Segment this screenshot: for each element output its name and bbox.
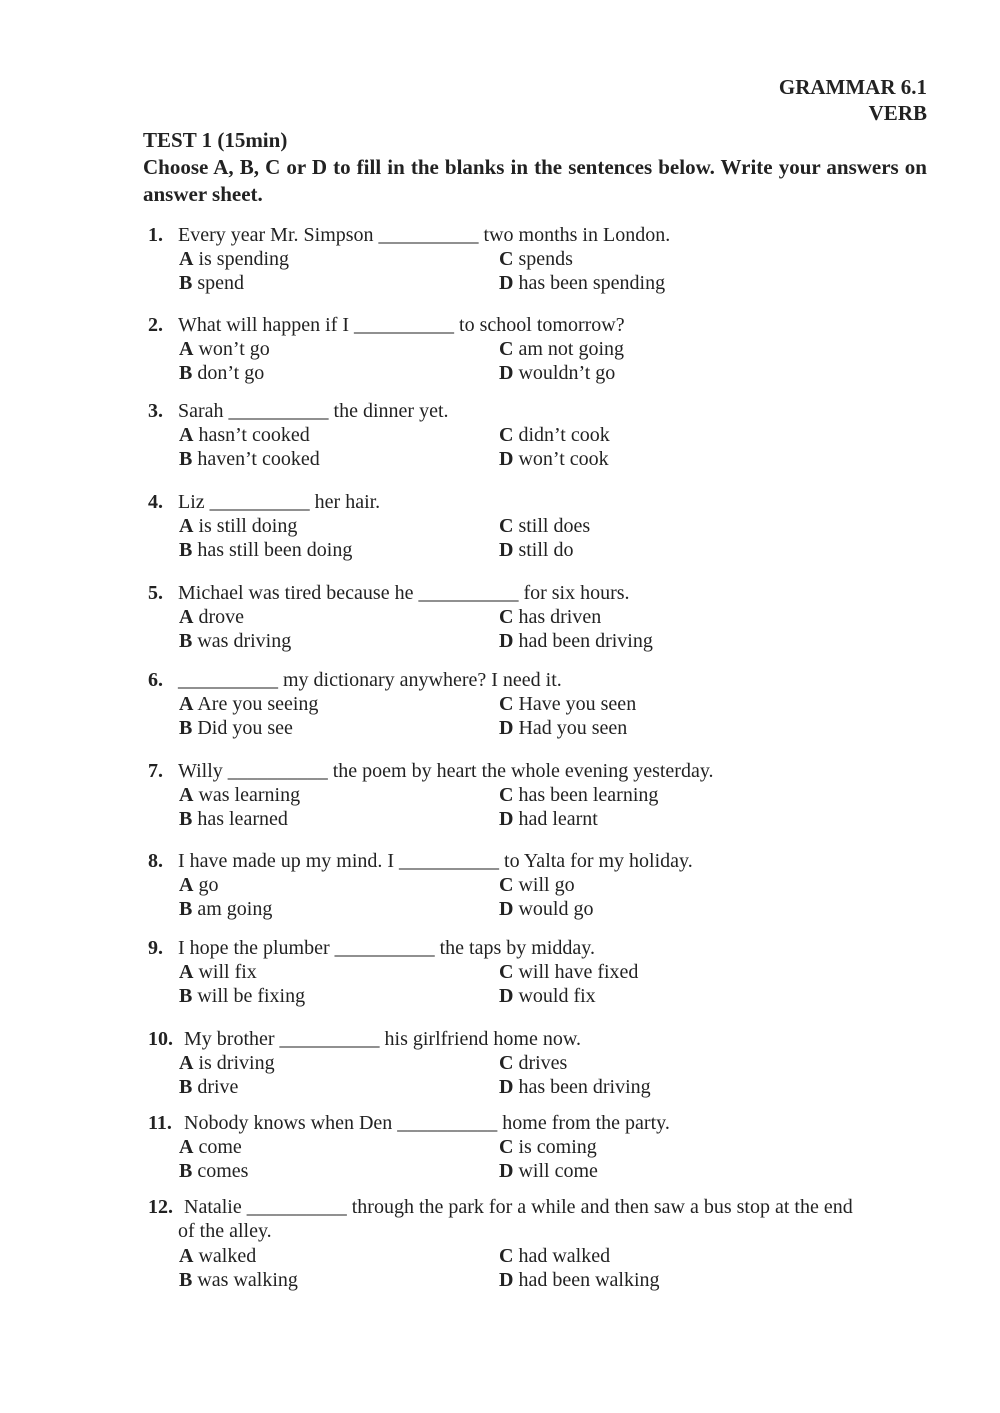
option-b bbox=[179, 1268, 298, 1292]
option-text: still do bbox=[518, 539, 574, 561]
option-c bbox=[499, 1135, 597, 1159]
question-text: Liz __________ her hair. bbox=[178, 491, 381, 513]
option-letter: A bbox=[179, 693, 194, 715]
option-row bbox=[148, 629, 938, 651]
question-text: Willy __________ the poem by heart the whole evening yesterday. bbox=[178, 760, 714, 782]
option-text: come bbox=[198, 1136, 242, 1158]
question-line bbox=[148, 399, 938, 423]
option-letter: D bbox=[499, 448, 514, 470]
question-number: 2. bbox=[148, 314, 163, 336]
option-text: was driving bbox=[197, 630, 292, 652]
option-text: was walking bbox=[197, 1269, 298, 1291]
option-d bbox=[499, 1159, 598, 1183]
option-b bbox=[179, 984, 305, 1008]
option-text: drove bbox=[198, 606, 244, 628]
option-letter: D bbox=[499, 808, 514, 830]
option-letter: D bbox=[499, 1076, 514, 1098]
option-a bbox=[179, 960, 257, 984]
option-row bbox=[148, 514, 938, 538]
option-d bbox=[499, 984, 596, 1008]
question-item bbox=[148, 759, 938, 832]
question-text: Sarah __________ the dinner yet. bbox=[178, 400, 449, 422]
option-letter: D bbox=[499, 272, 514, 294]
option-letter: D bbox=[499, 985, 514, 1007]
option-d bbox=[499, 629, 653, 653]
option-text: didn’t cook bbox=[518, 424, 610, 446]
option-letter: C bbox=[499, 1052, 514, 1074]
option-letter: B bbox=[179, 1076, 193, 1098]
option-row bbox=[148, 1159, 938, 1182]
option-b bbox=[179, 1075, 238, 1099]
question-number: 1. bbox=[148, 224, 163, 246]
question-number: 8. bbox=[148, 850, 163, 872]
option-text: is spending bbox=[198, 248, 290, 270]
option-a bbox=[179, 1051, 275, 1075]
option-letter: A bbox=[179, 248, 194, 270]
question-number: 12. bbox=[148, 1196, 173, 1218]
question-text: What will happen if I __________ to school tomorrow? bbox=[178, 314, 625, 336]
option-letter: A bbox=[179, 606, 194, 628]
option-letter: D bbox=[499, 630, 514, 652]
option-text: don’t go bbox=[197, 362, 265, 384]
option-a bbox=[179, 1135, 242, 1159]
option-c bbox=[499, 247, 573, 271]
question-item bbox=[148, 668, 938, 741]
question-line bbox=[148, 936, 938, 960]
question-number: 6. bbox=[148, 669, 163, 691]
option-text: walked bbox=[198, 1245, 257, 1267]
option-text: would fix bbox=[518, 985, 596, 1007]
option-row bbox=[148, 447, 938, 471]
option-row bbox=[148, 960, 938, 984]
option-c bbox=[499, 423, 610, 447]
header-title: GRAMMAR 6.1 bbox=[778, 75, 927, 99]
option-a bbox=[179, 514, 297, 538]
question-line bbox=[148, 759, 938, 783]
question-item bbox=[148, 849, 938, 920]
option-a bbox=[179, 337, 270, 361]
option-letter: B bbox=[179, 272, 193, 294]
option-text: spends bbox=[518, 248, 573, 270]
option-letter: D bbox=[499, 1160, 514, 1182]
question-text-continued: of the alley. bbox=[178, 1220, 272, 1242]
option-d bbox=[499, 271, 665, 295]
option-text: has still been doing bbox=[197, 539, 353, 561]
option-letter: C bbox=[499, 606, 514, 628]
option-d bbox=[499, 447, 609, 471]
option-text: am not going bbox=[518, 338, 624, 360]
option-row bbox=[148, 984, 938, 1008]
option-letter: B bbox=[179, 362, 193, 384]
option-a bbox=[179, 605, 244, 629]
option-letter: A bbox=[179, 874, 194, 896]
option-text: Are you seeing bbox=[197, 693, 319, 715]
option-letter: B bbox=[179, 1160, 193, 1182]
option-letter: C bbox=[499, 961, 514, 983]
option-c bbox=[499, 960, 638, 984]
option-letter: A bbox=[179, 1052, 194, 1074]
option-letter: B bbox=[179, 717, 193, 739]
option-c bbox=[499, 873, 575, 897]
option-row bbox=[148, 897, 938, 920]
option-text: wouldn’t go bbox=[518, 362, 616, 384]
question-number: 9. bbox=[148, 937, 163, 959]
option-text: will come bbox=[518, 1160, 598, 1182]
option-b bbox=[179, 447, 320, 471]
question-text: I have made up my mind. I __________ to Yalta for my holiday. bbox=[178, 850, 693, 872]
question-line bbox=[148, 849, 938, 873]
option-row bbox=[148, 538, 938, 563]
question-item bbox=[148, 313, 938, 384]
question-number: 4. bbox=[148, 491, 163, 513]
option-letter: A bbox=[179, 1245, 194, 1267]
option-text: Did you see bbox=[197, 717, 293, 739]
question-item bbox=[148, 581, 938, 651]
option-row bbox=[148, 716, 938, 741]
question-line bbox=[148, 1195, 938, 1219]
option-text: had been driving bbox=[518, 630, 653, 652]
option-a bbox=[179, 423, 310, 447]
option-text: haven’t cooked bbox=[197, 448, 320, 470]
option-a bbox=[179, 873, 218, 897]
option-row bbox=[148, 1051, 938, 1075]
option-letter: A bbox=[179, 1136, 194, 1158]
option-a bbox=[179, 692, 318, 716]
option-letter: D bbox=[499, 539, 514, 561]
option-text: is still doing bbox=[198, 515, 298, 537]
option-letter: B bbox=[179, 630, 193, 652]
option-row bbox=[148, 807, 938, 832]
option-b bbox=[179, 538, 352, 562]
option-d bbox=[499, 361, 615, 385]
question-line bbox=[148, 223, 938, 247]
option-letter: D bbox=[499, 717, 514, 739]
question-number: 5. bbox=[148, 582, 163, 604]
option-letter: D bbox=[499, 1269, 514, 1291]
header-block bbox=[779, 74, 927, 126]
question-number: 10. bbox=[148, 1028, 173, 1050]
question-line bbox=[148, 1027, 938, 1051]
option-letter: B bbox=[179, 539, 193, 561]
question-item bbox=[148, 1027, 938, 1098]
option-d bbox=[499, 1075, 651, 1099]
option-letter: B bbox=[179, 808, 193, 830]
question-text: __________ my dictionary anywhere? I need it. bbox=[178, 669, 562, 691]
option-text: is driving bbox=[198, 1052, 275, 1074]
option-row bbox=[148, 1075, 938, 1098]
question-number: 11. bbox=[148, 1112, 172, 1134]
option-text: drives bbox=[518, 1052, 568, 1074]
option-d bbox=[499, 897, 593, 921]
option-d bbox=[499, 1268, 660, 1292]
option-text: will fix bbox=[198, 961, 257, 983]
option-text: hasn’t cooked bbox=[198, 424, 310, 446]
option-text: had learnt bbox=[518, 808, 598, 830]
question-item bbox=[148, 490, 938, 563]
question-item bbox=[148, 936, 938, 1008]
option-row bbox=[148, 361, 938, 384]
test-title: TEST 1 (15min) bbox=[143, 128, 288, 152]
header-subtitle: VERB bbox=[868, 101, 927, 125]
option-text: am going bbox=[197, 898, 273, 920]
option-letter: A bbox=[179, 961, 194, 983]
question-text: Natalie __________ through the park for a while and then saw a bus stop at the end bbox=[184, 1196, 853, 1218]
option-text: is coming bbox=[518, 1136, 597, 1158]
option-letter: A bbox=[179, 338, 194, 360]
question-line bbox=[148, 668, 938, 692]
option-text: Have you seen bbox=[518, 693, 637, 715]
option-letter: A bbox=[179, 784, 194, 806]
option-row bbox=[148, 271, 938, 296]
option-letter: A bbox=[179, 515, 194, 537]
option-letter: B bbox=[179, 1269, 193, 1291]
option-text: won’t cook bbox=[518, 448, 609, 470]
option-text: had walked bbox=[518, 1245, 611, 1267]
option-a bbox=[179, 1244, 256, 1268]
option-text: comes bbox=[197, 1160, 249, 1182]
option-letter: C bbox=[499, 1136, 514, 1158]
option-b bbox=[179, 807, 288, 831]
option-row bbox=[148, 873, 938, 897]
option-text: has been learning bbox=[518, 784, 659, 806]
question-item bbox=[148, 399, 938, 471]
option-row bbox=[148, 605, 938, 629]
option-text: had been walking bbox=[518, 1269, 660, 1291]
option-b bbox=[179, 271, 244, 295]
option-text: drive bbox=[197, 1076, 239, 1098]
option-text: go bbox=[198, 874, 219, 896]
question-number: 7. bbox=[148, 760, 163, 782]
question-number: 3. bbox=[148, 400, 163, 422]
option-text: has learned bbox=[197, 808, 288, 830]
option-c bbox=[499, 514, 590, 538]
option-row bbox=[148, 1244, 938, 1268]
option-b bbox=[179, 361, 264, 385]
option-b bbox=[179, 897, 272, 921]
question-line bbox=[148, 581, 938, 605]
option-text: would go bbox=[518, 898, 594, 920]
option-letter: C bbox=[499, 1245, 514, 1267]
option-text: Had you seen bbox=[518, 717, 628, 739]
option-letter: D bbox=[499, 898, 514, 920]
question-text: I hope the plumber __________ the taps by midday. bbox=[178, 937, 595, 959]
option-letter: C bbox=[499, 784, 514, 806]
question-text: Michael was tired because he __________ for six hours. bbox=[178, 582, 630, 604]
option-text: won’t go bbox=[198, 338, 270, 360]
question-line bbox=[148, 313, 938, 337]
question-text: My brother __________ his girlfriend home now. bbox=[184, 1028, 581, 1050]
question-item bbox=[148, 1195, 938, 1292]
option-c bbox=[499, 337, 624, 361]
option-letter: C bbox=[499, 515, 514, 537]
option-row bbox=[148, 247, 938, 271]
option-row bbox=[148, 1268, 938, 1292]
option-c bbox=[499, 692, 636, 716]
option-c bbox=[499, 1244, 610, 1268]
question-item bbox=[148, 1111, 938, 1182]
option-letter: C bbox=[499, 248, 514, 270]
question-line bbox=[148, 1111, 938, 1135]
option-letter: B bbox=[179, 985, 193, 1007]
question-text: Every year Mr. Simpson __________ two months in London. bbox=[178, 224, 671, 246]
option-row bbox=[148, 1135, 938, 1159]
option-letter: C bbox=[499, 338, 514, 360]
option-text: was learning bbox=[198, 784, 301, 806]
option-c bbox=[499, 1051, 567, 1075]
option-c bbox=[499, 783, 658, 807]
option-b bbox=[179, 629, 291, 653]
question-line bbox=[148, 490, 938, 514]
option-text: will have fixed bbox=[518, 961, 639, 983]
question-text: Nobody knows when Den __________ home from the party. bbox=[184, 1112, 670, 1134]
instructions: Choose A, B, C or D to fill in the blanks in the sentences below. Write your answers on answer sheet. bbox=[143, 155, 927, 206]
option-c bbox=[499, 605, 601, 629]
question-item bbox=[148, 223, 938, 296]
option-a bbox=[179, 783, 300, 807]
option-letter: C bbox=[499, 693, 514, 715]
option-row bbox=[148, 337, 938, 361]
option-text: spend bbox=[197, 272, 245, 294]
option-letter: C bbox=[499, 874, 514, 896]
option-b bbox=[179, 716, 293, 740]
option-row bbox=[148, 423, 938, 447]
option-text: still does bbox=[518, 515, 591, 537]
option-text: has driven bbox=[518, 606, 602, 628]
option-text: has been driving bbox=[518, 1076, 651, 1098]
option-text: has been spending bbox=[518, 272, 666, 294]
option-row bbox=[148, 783, 938, 807]
option-text: will go bbox=[518, 874, 575, 896]
option-d bbox=[499, 538, 573, 562]
option-a bbox=[179, 247, 289, 271]
option-d bbox=[499, 716, 627, 740]
option-letter: B bbox=[179, 898, 193, 920]
option-row bbox=[148, 692, 938, 716]
option-d bbox=[499, 807, 598, 831]
option-letter: C bbox=[499, 424, 514, 446]
option-text: will be fixing bbox=[197, 985, 306, 1007]
option-letter: B bbox=[179, 448, 193, 470]
option-b bbox=[179, 1159, 248, 1183]
option-letter: D bbox=[499, 362, 514, 384]
option-letter: A bbox=[179, 424, 194, 446]
